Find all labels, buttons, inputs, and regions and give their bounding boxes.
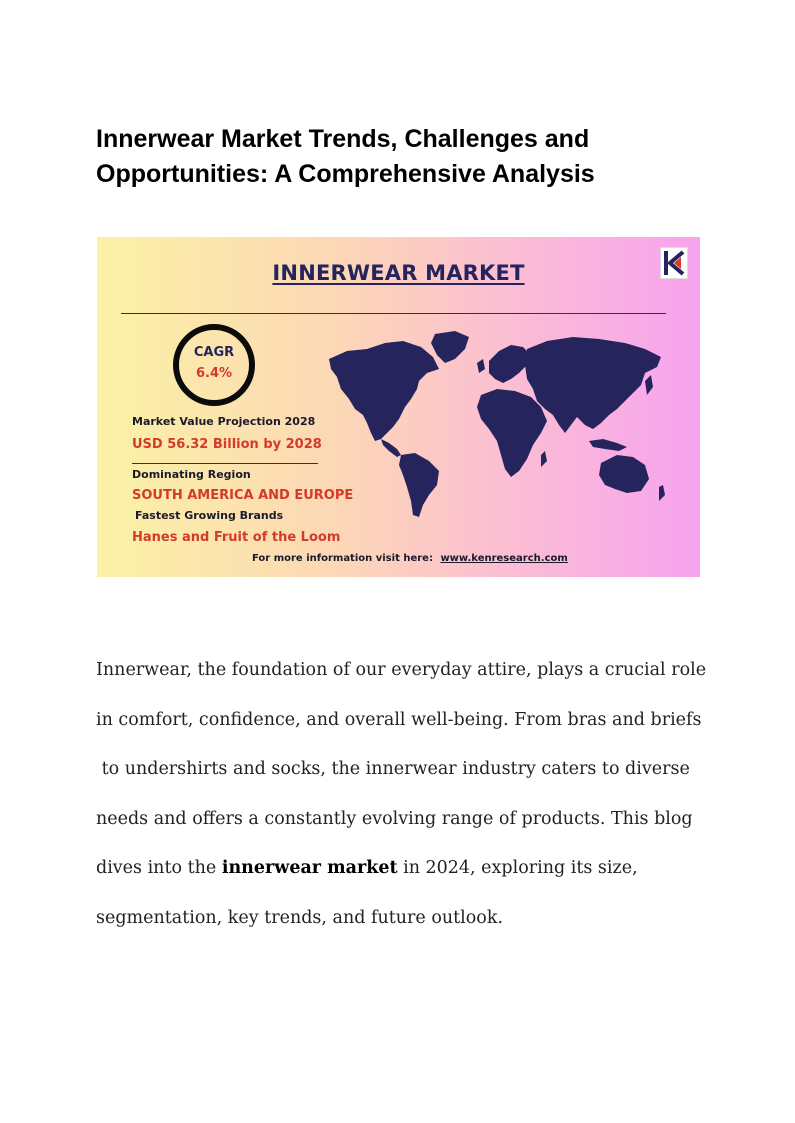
infographic-banner bbox=[97, 237, 700, 577]
heading-divider bbox=[121, 313, 666, 314]
title-line-2: Opportunities: A Comprehensive Analysis bbox=[96, 160, 595, 188]
africa-shape bbox=[477, 389, 547, 477]
region-label: Dominating Region bbox=[132, 468, 251, 481]
innerwear-market-keyword: innerwear market bbox=[221, 858, 398, 878]
europe-shape bbox=[489, 345, 531, 383]
line-5-prefix: dives into the bbox=[96, 858, 222, 878]
projection-divider bbox=[132, 463, 318, 464]
paragraph-line-2: in comfort, confidence, and overall well-being. From bras and briefs bbox=[96, 709, 702, 730]
line-5-suffix: in 2024, exploring its size, bbox=[397, 858, 638, 878]
footer-link[interactable]: www.kenresearch.com bbox=[440, 553, 568, 564]
paragraph-line-5 bbox=[96, 844, 716, 894]
cagr-value: 6.4% bbox=[195, 366, 233, 381]
projection-label: Market Value Projection 2028 bbox=[132, 415, 316, 428]
paragraph-line-6: segmentation, key trends, and future outlook. bbox=[96, 907, 504, 928]
title-line-1: Innerwear Market Trends, Challenges and bbox=[96, 125, 590, 153]
page-title bbox=[96, 122, 716, 192]
paragraph-line-4: needs and offers a constantly evolving range of products. This blog bbox=[96, 808, 693, 829]
footer-note bbox=[252, 553, 568, 564]
cagr-label: CAGR bbox=[193, 345, 235, 360]
projection-value: USD 56.32 Billion by 2028 bbox=[132, 437, 322, 452]
uk-shape bbox=[477, 359, 485, 373]
madagascar-shape bbox=[541, 451, 547, 467]
australia-shape bbox=[599, 455, 649, 493]
new-zealand-shape bbox=[659, 485, 665, 501]
brands-value: Hanes and Fruit of the Loom bbox=[132, 530, 341, 545]
brands-label: Fastest Growing Brands bbox=[135, 509, 284, 522]
paragraph-line-1: Innerwear, the foundation of our everyday attire, plays a crucial role bbox=[96, 660, 707, 680]
footer-prefix: For more information visit here: bbox=[252, 553, 433, 564]
region-value: SOUTH AMERICA AND EUROPE bbox=[132, 488, 354, 503]
south-america-shape bbox=[399, 453, 439, 517]
cagr-ring bbox=[173, 324, 255, 406]
central-america-shape bbox=[381, 439, 401, 457]
kenresearch-logo-icon bbox=[660, 247, 688, 279]
indonesia-shape bbox=[589, 439, 627, 451]
greenland-shape bbox=[431, 331, 469, 363]
world-map bbox=[327, 329, 672, 519]
infographic-heading: INNERWEAR MARKET bbox=[272, 261, 525, 285]
north-america-shape bbox=[329, 341, 439, 441]
paragraph-line-3: to undershirts and socks, the innerwear industry caters to diverse bbox=[96, 759, 690, 779]
japan-shape bbox=[645, 375, 653, 395]
intro-paragraph bbox=[96, 646, 716, 943]
